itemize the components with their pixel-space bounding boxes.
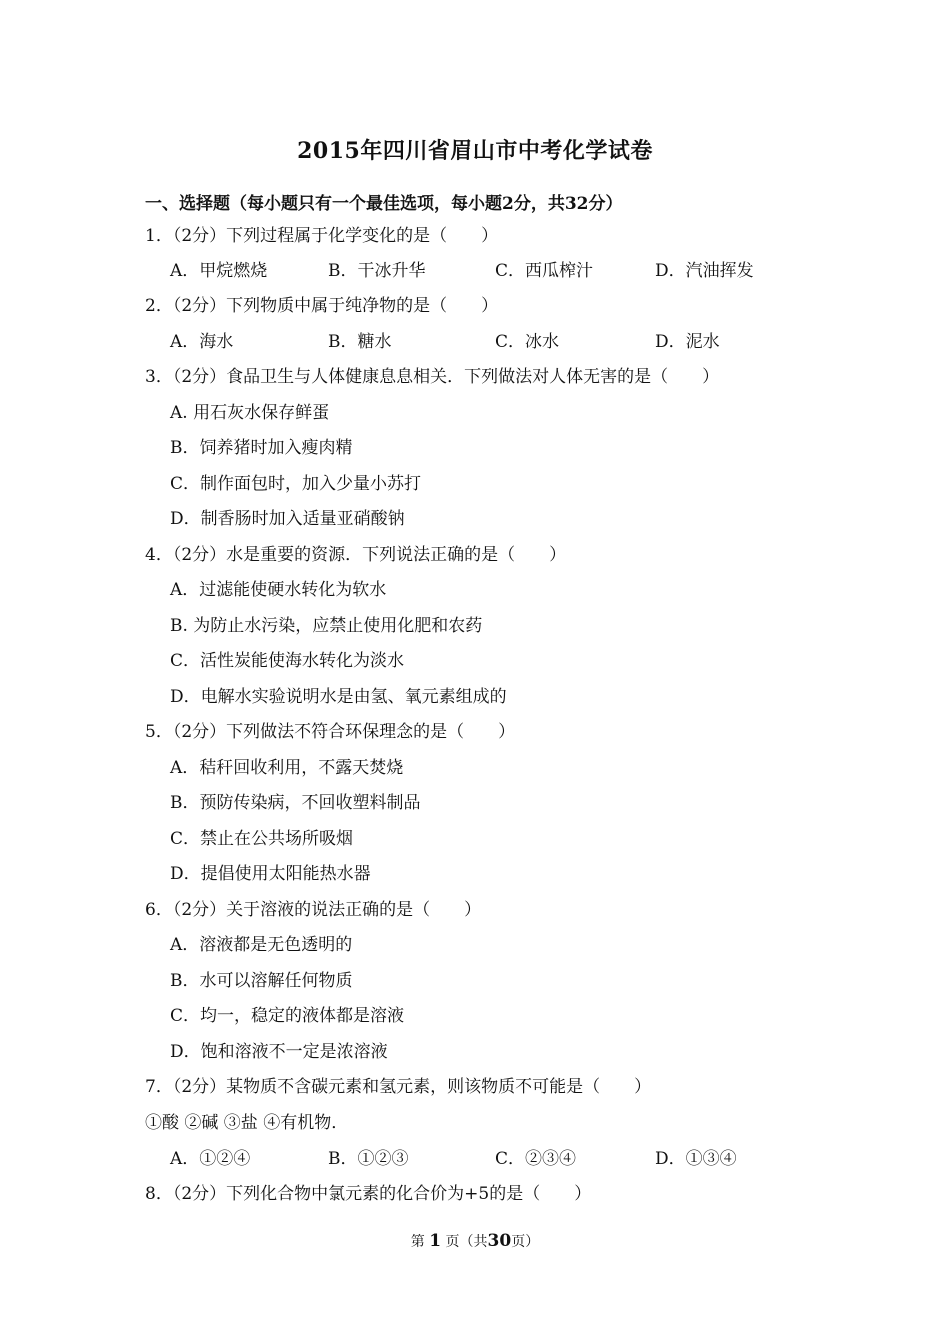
option-a: A．①②④ xyxy=(170,1149,251,1169)
option-d: D．制香肠时加入适量亚硝酸钠 xyxy=(170,509,405,529)
option-a: A．过滤能使硬水转化为软水 xyxy=(170,580,387,600)
footer-middle: 页（共 xyxy=(445,1234,488,1250)
option-a: A．秸秆回收利用，不露天焚烧 xyxy=(170,758,404,778)
option-b: B．水可以溶解任何物质 xyxy=(170,971,353,991)
option-c: C．活性炭能使海水转化为淡水 xyxy=(170,651,405,671)
question-8: 8．（2分）下列化合物中氯元素的化合价为+5的是（ ） xyxy=(145,1184,592,1204)
option-a: A．溶液都是无色透明的 xyxy=(170,935,353,955)
option-d: D．①③④ xyxy=(655,1149,737,1169)
question-7: 7．（2分）某物质不含碳元素和氢元素，则该物质不可能是（ ） xyxy=(145,1077,652,1097)
option-d: D．泥水 xyxy=(655,332,720,352)
option-b: B．预防传染病，不回收塑料制品 xyxy=(170,793,421,813)
page-title: 2015年四川省眉山市中考化学试卷 xyxy=(297,138,653,164)
option-d: D．饱和溶液不一定是浓溶液 xyxy=(170,1042,388,1062)
option-a: A. 用石灰水保存鲜蛋 xyxy=(170,403,330,423)
page-footer xyxy=(0,1231,950,1251)
footer-prefix: 第 xyxy=(410,1234,425,1250)
option-c: C．均一，稳定的液体都是溶液 xyxy=(170,1006,405,1026)
question-5: 5．（2分）下列做法不符合环保理念的是（ ） xyxy=(145,722,516,742)
section-heading: 一、选择题（每小题只有一个最佳选项，每小题2分，共32分） xyxy=(145,194,623,214)
option-b: B．饲养猪时加入瘦肉精 xyxy=(170,438,353,458)
question-1: 1．（2分）下列过程属于化学变化的是（ ） xyxy=(145,226,499,246)
option-d: D．电解水实验说明水是由氢、氧元素组成的 xyxy=(170,687,507,707)
option-a: A．海水 xyxy=(170,332,234,352)
footer-suffix: 页） xyxy=(511,1234,540,1250)
total-pages: 30 xyxy=(487,1231,512,1251)
option-d: D．汽油挥发 xyxy=(655,261,754,281)
option-b: B．糖水 xyxy=(328,332,392,352)
question-4: 4．（2分）水是重要的资源．下列说法正确的是（ ） xyxy=(145,545,567,565)
option-c: C．制作面包时，加入少量小苏打 xyxy=(170,474,422,494)
option-b: B．干冰升华 xyxy=(328,261,426,281)
question-3: 3．（2分）食品卫生与人体健康息息相关．下列做法对人体无害的是（ ） xyxy=(145,367,720,387)
option-a: A．甲烷燃烧 xyxy=(170,261,268,281)
option-c: C．禁止在公共场所吸烟 xyxy=(170,829,354,849)
question-6: 6．（2分）关于溶液的说法正确的是（ ） xyxy=(145,900,482,920)
option-b: B．①②③ xyxy=(328,1149,409,1169)
option-c: C．冰水 xyxy=(495,332,560,352)
option-c: C．②③④ xyxy=(495,1149,577,1169)
current-page-number: 1 xyxy=(429,1231,442,1251)
option-d: D．提倡使用太阳能热水器 xyxy=(170,864,371,884)
question-2: 2．（2分）下列物质中属于纯净物的是（ ） xyxy=(145,296,499,316)
option-b: B. 为防止水污染，应禁止使用化肥和农药 xyxy=(170,616,483,636)
question-7-sub: ①酸 ②碱 ③盐 ④有机物． xyxy=(145,1113,349,1133)
option-c: C．西瓜榨汁 xyxy=(495,261,594,281)
